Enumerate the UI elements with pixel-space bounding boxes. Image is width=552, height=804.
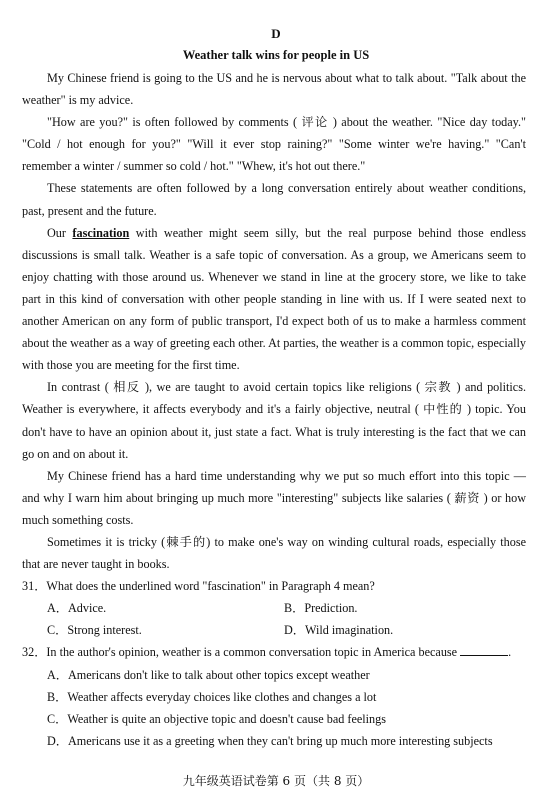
paragraph-2: "How are you?" is often followed by comments ( 评论 ) about the weather. "Nice day today." "Cold / hot enough for you?" "Will it ever stop raining?" "Some winter we're having." "Can't remember a winter / summer so cold / hot." "Whew, it's hot out there.": [22, 115, 526, 174]
paragraph-7: Sometimes it is tricky (棘手的) to make one's way on winding cultural roads, especially those that are never taught in books.: [22, 534, 526, 572]
question-31: [22, 575, 526, 641]
question-32: [22, 641, 526, 751]
question-31-stem: 31．What does the underlined word "fascination" in Paragraph 4 mean?: [22, 579, 375, 594]
paragraph-1: My Chinese friend is going to the US and he is nervous about what to talk about. "Talk about the weather" is my advice.: [22, 71, 526, 108]
page-footer: 九年级英语试卷第 6 页（共 8 页）: [182, 774, 370, 788]
paragraph-4: [22, 222, 526, 377]
question-32-stem: 32．In the author's opinion, weather is a common conversation topic in America because: [22, 645, 458, 660]
section-letter: D: [271, 26, 281, 41]
paragraph-6: My Chinese friend has a hard time understanding why we put so much effort into this topic — and why I warn him about bringing up much more "interesting" subjects like salaries ( 薪资 ) or how much something costs.: [22, 468, 526, 527]
q32-option-d[interactable]: D．Americans use it as a greeting when they can't bring up much more interesting subjects: [47, 733, 493, 748]
answer-blank: [460, 643, 508, 656]
question-31-options: [22, 597, 526, 641]
q31-option-a[interactable]: A．Advice.: [47, 601, 107, 616]
underlined-word: fascination: [72, 225, 130, 240]
question-32-stem-line: [22, 641, 526, 663]
paragraph-5: In contrast ( 相反 ), we are taught to avoid certain topics like religions ( 宗教 ) and politics. Weather is everywhere, it affects everybody and it's a fairly objective, neutral ( 中性的 ) topic. You don't have to have an opinion about it, just state a fact. What is truly interesting is the fact that we can go on and on about it.: [22, 380, 526, 461]
passage-body: [22, 67, 526, 752]
q32-option-a[interactable]: A．Americans don't like to talk about other topics except weather: [47, 667, 370, 682]
q32-option-c[interactable]: C．Weather is quite an objective topic and doesn't cause bad feelings: [47, 711, 386, 726]
q31-option-c[interactable]: C．Strong interest.: [47, 623, 142, 638]
paragraph-4-start: Our: [47, 225, 73, 240]
q31-option-b[interactable]: B．Prediction.: [284, 601, 358, 616]
passage-title: Weather talk wins for people in US: [182, 48, 370, 62]
q31-option-d[interactable]: D．Wild imagination.: [284, 623, 394, 638]
question-32-stem-end: .: [508, 645, 512, 660]
paragraph-3: These statements are often followed by a long conversation entirely about weather conditions, past, present and the future.: [22, 181, 526, 218]
q32-option-b[interactable]: B．Weather affects everyday choices like clothes and changes a lot: [47, 689, 377, 704]
paragraph-4-rest: with weather might seem silly, but the real purpose behind those endless discussions is small talk. Weather is a safe topic of conversation. As a group, we Americans seem to enjoy chatting with those around us. Whenever we stand in line at the grocery store, we like to take part in this kind of conversation with other people standing in line with us. If I were seated next to another American on any form of public transport, I'd expect both of us to make a harmless comment about the weather as a way of greeting each other. At parties, the weather is a common topic, especially with those you are meeting for the first time.: [22, 225, 526, 373]
